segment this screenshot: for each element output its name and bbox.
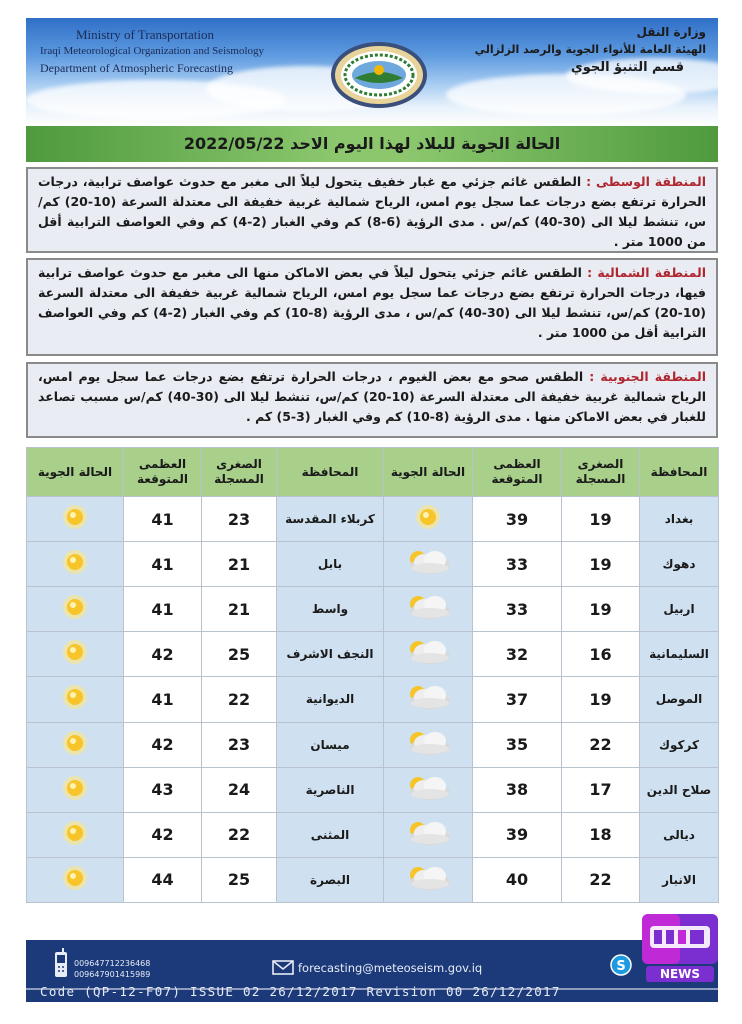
- header-max: العظمى المتوقعة: [124, 448, 202, 497]
- city-cell: الناصرية: [277, 767, 384, 812]
- min-temp-cell: 18: [562, 812, 640, 857]
- min-temp-cell: 16: [562, 632, 640, 677]
- min-temp-cell: 22: [202, 812, 277, 857]
- organization-logo: [329, 40, 429, 110]
- header-city: المحافظة: [640, 448, 719, 497]
- header-arabic: [475, 24, 706, 77]
- max-temp-cell: 44: [124, 857, 202, 902]
- weather-cell: [27, 542, 124, 587]
- max-temp-cell: 41: [124, 587, 202, 632]
- news-watermark: [640, 912, 720, 984]
- weather-cell: [27, 767, 124, 812]
- report-title: الحالة الجوية للبلاد لهذا اليوم الاحد 2022/05/22: [26, 126, 718, 162]
- phone-number: 009647712236468: [74, 959, 151, 968]
- city-cell: بغداد: [640, 497, 719, 542]
- max-temp-cell: 39: [473, 812, 562, 857]
- max-temp-cell: 43: [124, 767, 202, 812]
- header-max: العظمى المتوقعة: [473, 448, 562, 497]
- max-temp-cell: 32: [473, 632, 562, 677]
- max-temp-cell: 41: [124, 677, 202, 722]
- city-cell: ديالى: [640, 812, 719, 857]
- partly-cloudy-icon: [402, 863, 454, 893]
- max-temp-cell: 37: [473, 677, 562, 722]
- weather-cell: [384, 812, 473, 857]
- region-text: الطقس غائم جزئي يتحول ليلاً في بعض الاماكن منها الى مغبر مع حدوث عواصف ترابية فيها، درجات الحرارة ترتفع بضع درجات عما سجل يوم امس، الرياح شمالية غربية خفيفة الى معتدلة السرعة (10-20) كم/س، تنشط ليلا الى (30-40) كم/س ، مدى الرؤية (8-10) كم وفي الغبار (2-4) كم وفي العواصف الترابية أقل من 1000 متر .: [38, 265, 706, 340]
- sun-icon: [58, 638, 92, 666]
- department-name-en: Department of Atmospheric Forecasting: [40, 61, 233, 75]
- sun-icon: [58, 683, 92, 711]
- region-name: المنطقة الشمالية :: [587, 265, 706, 280]
- region-text: الطقس صحو مع بعض الغيوم ، درجات الحرارة ترتفع بضع درجات عما سجل يوم امس، الرياح شمالية غربية خفيفة الى معتدلة السرعة (10-20) كم/س، تنشط ليلا الى (30-40) كم/س مسبب تصاعد للغبار في بعض الاماكن منها . مدى الرؤية (8-10) كم وفي الغبار (3-5) كم .: [38, 369, 706, 424]
- weather-cell: [27, 587, 124, 632]
- news-label: NEWS: [659, 967, 701, 981]
- max-temp-cell: 35: [473, 722, 562, 767]
- table-header-row: [27, 448, 719, 497]
- phone-number: 009647901415989: [74, 970, 151, 979]
- weather-cell: [27, 722, 124, 767]
- weather-cell: [27, 857, 124, 902]
- city-cell: السليمانية: [640, 632, 719, 677]
- weather-cell: [384, 857, 473, 902]
- partly-cloudy-icon: [402, 818, 454, 848]
- region-central-box: [26, 167, 718, 253]
- svg-text:S: S: [616, 959, 626, 974]
- city-cell: الانبار: [640, 857, 719, 902]
- min-temp-cell: 22: [562, 857, 640, 902]
- city-cell: كربلاء المقدسة: [277, 497, 384, 542]
- sun-icon: [58, 819, 92, 847]
- header-min: الصغرى المسجلة: [562, 448, 640, 497]
- min-temp-cell: 25: [202, 632, 277, 677]
- document-code: Code (QP-12-F07) ISSUE 02 26/12/2017 Revision 00 26/12/2017: [40, 984, 561, 999]
- header-banner: [26, 18, 718, 126]
- city-cell: المثنى: [277, 812, 384, 857]
- sun-icon: [58, 774, 92, 802]
- table-row: [27, 497, 719, 542]
- city-cell: دهوك: [640, 542, 719, 587]
- max-temp-cell: 41: [124, 497, 202, 542]
- phone-numbers: [74, 958, 150, 980]
- partly-cloudy-icon: [402, 682, 454, 712]
- table-row: [27, 677, 719, 722]
- min-temp-cell: 22: [562, 722, 640, 767]
- max-temp-cell: 42: [124, 722, 202, 767]
- weather-cell: [384, 632, 473, 677]
- partly-cloudy-icon: [402, 547, 454, 577]
- weather-cell: [384, 542, 473, 587]
- weather-cell: [384, 587, 473, 632]
- max-temp-cell: 42: [124, 632, 202, 677]
- min-temp-cell: 19: [562, 497, 640, 542]
- max-temp-cell: 39: [473, 497, 562, 542]
- min-temp-cell: 22: [202, 677, 277, 722]
- sun-icon: [58, 503, 92, 531]
- city-cell: بابل: [277, 542, 384, 587]
- city-cell: البصرة: [277, 857, 384, 902]
- region-text: الطقس غائم جزئي مع غبار خفيف يتحول ليلاً الى مغبر مع حدوث عواصف ترابية، درجات الحرارة ترتفع بضع درجات عما سجل يوم امس، الرياح شمالية غربية خفيفة الى معتدلة السرعة (10-20) كم/س، تنشط ليلا الى (30-40) كم/س . مدى الرؤية (6-8) كم وفي الغبار (2-4) كم وفي العواصف الترابية أقل من 1000 متر .: [38, 174, 706, 249]
- organization-name-ar: الهيئة العامة للأنواء الجوية والرصد الزلزالي: [474, 43, 706, 56]
- min-temp-cell: 23: [202, 497, 277, 542]
- min-temp-cell: 19: [562, 542, 640, 587]
- min-temp-cell: 21: [202, 542, 277, 587]
- max-temp-cell: 41: [124, 542, 202, 587]
- envelope-icon: [272, 960, 294, 975]
- region-name: المنطقة الجنوبية :: [589, 369, 706, 384]
- table-row: [27, 812, 719, 857]
- department-name-ar: قسم التنبؤ الجوي: [570, 60, 684, 75]
- city-cell: النجف الاشرف: [277, 632, 384, 677]
- forecast-table: [26, 447, 719, 903]
- sun-icon: [411, 503, 445, 531]
- city-cell: صلاح الدين: [640, 767, 719, 812]
- table-row: [27, 857, 719, 902]
- partly-cloudy-icon: [402, 637, 454, 667]
- weather-cell: [27, 632, 124, 677]
- weather-cell: [384, 677, 473, 722]
- min-temp-cell: 24: [202, 767, 277, 812]
- header-min: الصغرى المسجلة: [202, 448, 277, 497]
- partly-cloudy-icon: [402, 773, 454, 803]
- min-temp-cell: 19: [562, 677, 640, 722]
- city-cell: اربيل: [640, 587, 719, 632]
- table-row: [27, 587, 719, 632]
- city-cell: ميسان: [277, 722, 384, 767]
- region-south-box: [26, 362, 718, 438]
- table-row: [27, 542, 719, 587]
- city-cell: واسط: [277, 587, 384, 632]
- weather-cell: [384, 722, 473, 767]
- min-temp-cell: 25: [202, 857, 277, 902]
- footer: [26, 940, 718, 1002]
- weather-cell: [384, 497, 473, 542]
- header-weather: الحالة الجوية: [27, 448, 124, 497]
- max-temp-cell: 38: [473, 767, 562, 812]
- partly-cloudy-icon: [402, 592, 454, 622]
- weather-cell: [27, 497, 124, 542]
- table-row: [27, 722, 719, 767]
- ministry-name-ar: وزارة النقل: [636, 25, 706, 39]
- max-temp-cell: 42: [124, 812, 202, 857]
- header-english: [40, 26, 264, 77]
- max-temp-cell: 33: [473, 542, 562, 587]
- weather-cell: [27, 812, 124, 857]
- min-temp-cell: 21: [202, 587, 277, 632]
- weather-cell: [384, 767, 473, 812]
- max-temp-cell: 33: [473, 587, 562, 632]
- skype-icon: [610, 954, 632, 976]
- weather-cell: [27, 677, 124, 722]
- partly-cloudy-icon: [402, 728, 454, 758]
- contact-email: forecasting@meteoseism.gov.iq: [298, 961, 483, 975]
- ministry-name-en: Ministry of Transportation: [76, 27, 214, 42]
- table-row: [27, 632, 719, 677]
- min-temp-cell: 17: [562, 767, 640, 812]
- sun-icon: [58, 729, 92, 757]
- min-temp-cell: 19: [562, 587, 640, 632]
- header-city: المحافظة: [277, 448, 384, 497]
- header-weather: الحالة الجوية: [384, 448, 473, 497]
- sun-icon: [58, 864, 92, 892]
- sun-icon: [58, 548, 92, 576]
- sun-icon: [58, 593, 92, 621]
- min-temp-cell: 23: [202, 722, 277, 767]
- organization-name-en: Iraqi Meteorological Organization and Seismology: [40, 45, 265, 57]
- region-name: المنطقة الوسطى :: [586, 174, 706, 189]
- region-north-box: [26, 258, 718, 356]
- city-cell: الموصل: [640, 677, 719, 722]
- phone-icon: [54, 948, 68, 978]
- table-row: [27, 767, 719, 812]
- city-cell: كركوك: [640, 722, 719, 767]
- max-temp-cell: 40: [473, 857, 562, 902]
- city-cell: الديوانية: [277, 677, 384, 722]
